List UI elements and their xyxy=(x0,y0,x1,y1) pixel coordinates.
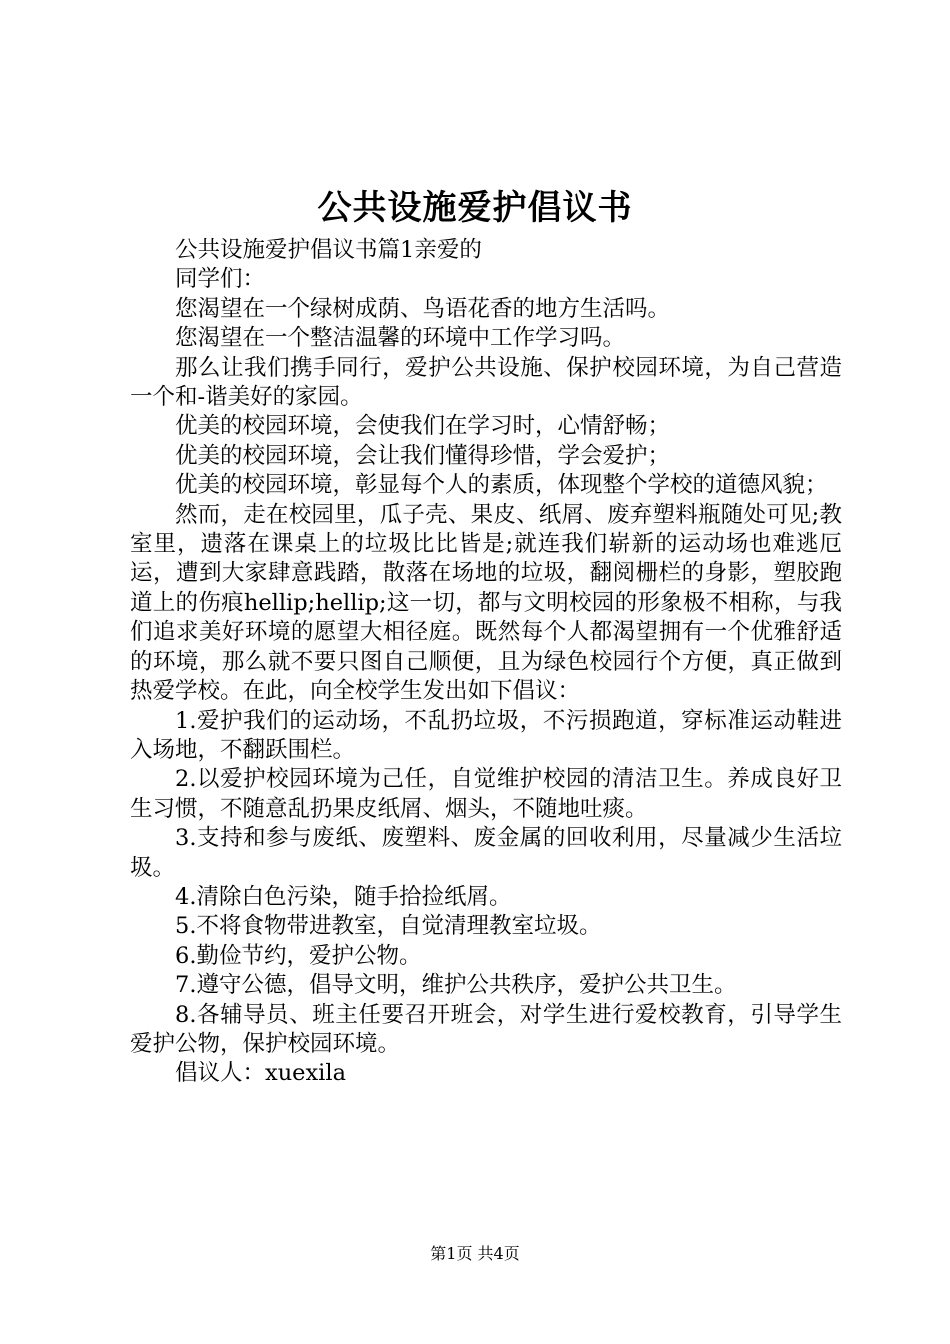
document-title: 公共设施爱护倡议书 xyxy=(317,188,633,228)
paragraph: 优美的校园环境，彰显每个人的素质，体现整个学校的道德风貌； xyxy=(175,472,828,499)
paragraph: 优美的校园环境，会使我们在学习时，心情舒畅； xyxy=(175,413,671,440)
paragraph: 然而，走在校园里，瓜子壳、果皮、纸屑、废弃塑料瓶随处可见;教室里，遗落在课桌上的垃圾比比皆是;就连我们崭新的运动场也难逃厄运，遭到大家肆意践踏，散落在场地的垃圾，翻阅栅栏的身影，塑胶跑道上的伤痕hellip;hellip;这一切，都与文明校园的形象极不相称，与我们追求美好环境的愿望大相径庭。既然每个人都渴望拥有一个优雅舒适的环境，那么就不要只图自己顺便，且为绿色校园行个方便，真正做到热爱学校。在此，向全校学生发出如下倡议： xyxy=(130,501,842,705)
list-item: 4.清除白色污染，随手拾捡纸屑。 xyxy=(175,883,512,910)
paragraph: 您渴望在一个绿树成荫、鸟语花香的地方生活吗。 xyxy=(175,295,671,322)
paragraph: 那么让我们携手同行，爱护公共设施、保护校园环境，为自己营造一个和-谐美好的家园。 xyxy=(130,354,842,411)
list-item: 3.支持和参与废纸、废塑料、废金属的回收利用，尽量减少生活垃圾。 xyxy=(130,825,842,881)
list-item: 7.遵守公德，倡导文明，维护公共秩序，爱护公共卫生。 xyxy=(175,972,737,999)
page-number-footer: 第1页 共4页 xyxy=(430,1244,520,1263)
list-item: 2.以爱护校园环境为己任，自觉维护校园的清洁卫生。养成良好卫生习惯，不随意乱扔果皮纸屑、烟头，不随地吐痰。 xyxy=(130,766,842,822)
paragraph: 同学们： xyxy=(175,266,266,293)
paragraph: 您渴望在一个整洁温馨的环境中工作学习吗。 xyxy=(175,325,626,352)
list-item: 5.不将食物带进教室，自觉清理教室垃圾。 xyxy=(175,913,602,940)
list-item: 8.各辅导员、班主任要召开班会，对学生进行爱校教育，引导学生爱护公物，保护校园环境。 xyxy=(130,1001,842,1057)
paragraph: 优美的校园环境，会让我们懂得珍惜，学会爱护； xyxy=(175,442,671,469)
list-item: 6.勤俭节约，爱护公物。 xyxy=(175,942,422,969)
document-body xyxy=(130,236,842,1089)
paragraph: 公共设施爱护倡议书篇1亲爱的 xyxy=(175,237,482,263)
list-item: 1.爱护我们的运动场，不乱扔垃圾，不污损跑道，穿标准运动鞋进入场地，不翻跃围栏。 xyxy=(130,707,842,763)
signature-line: 倡议人：xuexila xyxy=(175,1060,346,1087)
